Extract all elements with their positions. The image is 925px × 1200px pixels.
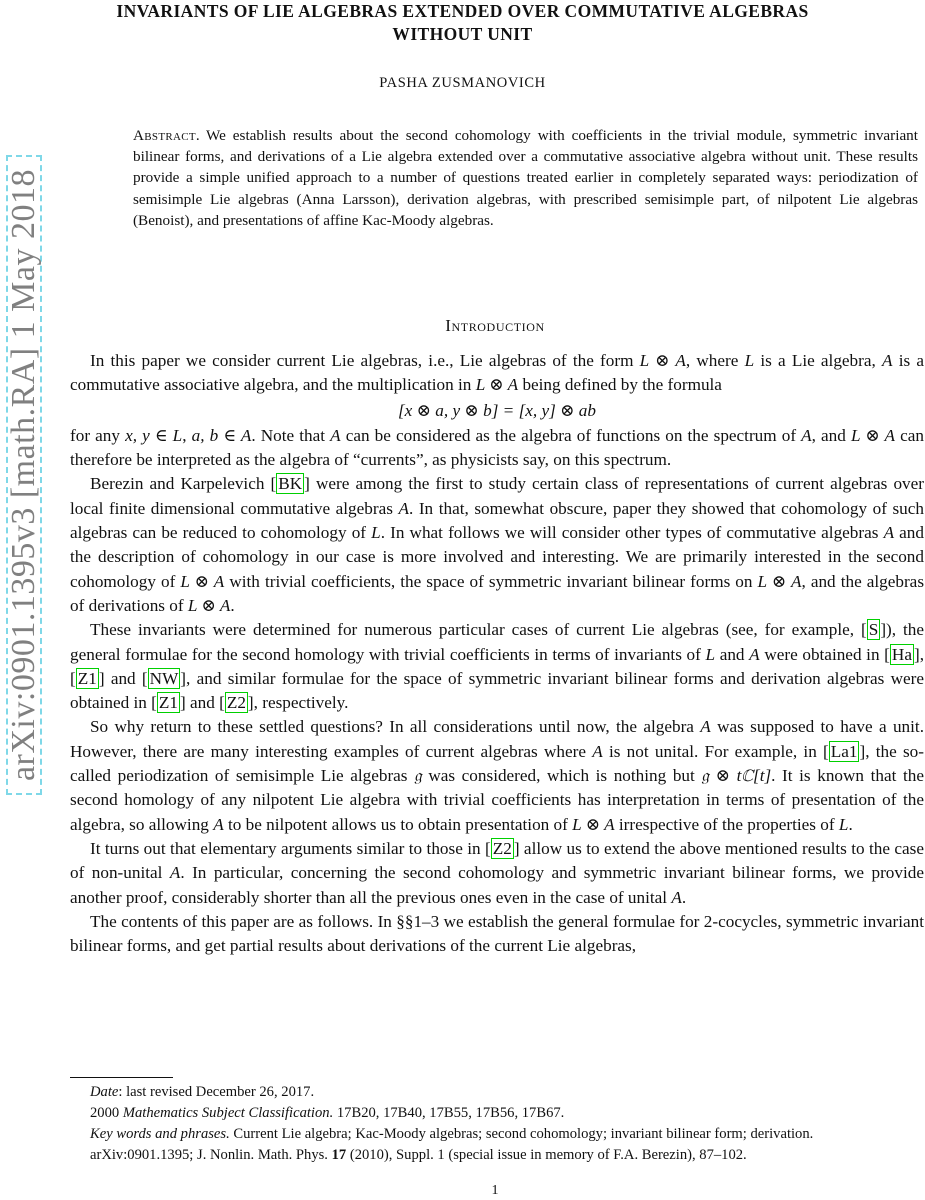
title-line-1: INVARIANTS OF LIE ALGEBRAS EXTENDED OVER COMMUTATIVE ALGEBRAS [116, 1, 809, 21]
citation-link[interactable]: NW [149, 668, 179, 688]
introduction-body [70, 349, 924, 958]
footnote-divider [70, 1077, 173, 1078]
page-number: 1 [491, 1183, 499, 1198]
paragraph-2: Berezin and Karpelevich [ BK ] were among the first to study certain class of representations of current algebras over local finite dimensional commutative algebras A. In that, somewhat obscure, paper they showed that cohomology of such algebras can be reduced to cohomology of L. In what follows we will consider other types of commutative algebras A and the description of cohomology in our case is more involved and interesting. We are primarily interested in the second cohomology of L ⊗ A with trivial coefficients, the space of symmetric invariant bilinear forms on L ⊗ A, and the algebras of derivations of L ⊗ A. [70, 474, 925, 615]
paragraph-1-cont: for any x, y ∈ L, a, b ∈ A. Note that A can be considered as the algebra of functions on the spectrum of A, and L ⊗ A can therefore be interpreted as the algebra of “currents”, as physicists say, on this spectrum. [70, 425, 924, 470]
footnote-keywords: Key words and phrases. Current Lie algebra; Kac-Moody algebras; second cohomology; invariant bilinear form; derivation. [90, 1126, 814, 1142]
citation-link[interactable]: Z1 [158, 693, 178, 713]
section-heading-introduction: Introduction [445, 316, 545, 335]
citation-link[interactable]: Z2 [492, 838, 512, 858]
citation-link[interactable]: BK [278, 474, 303, 494]
paragraph-1: In this paper we consider current Lie algebras, i.e., Lie algebras of the form L ⊗ A, where L is a Lie algebra, A is a commutative associative algebra, and the multiplication in L ⊗ A being defined by the formula [70, 351, 924, 395]
paragraph-4: So why return to these settled questions? In all considerations until now, the algebra A was supposed to have a unit. However, there are many interesting examples of current algebras where A is not unital. For example, in [ La1 ], the so-called periodization of semisimple Lie algebras 𝔤 was considered, which is nothing but 𝔤 ⊗ tℂ[t]. It is known that the second homology of any nilpotent Lie algebra with trivial coefficients has interpretation in terms of presentation of the algebra, so allowing A to be nilpotent allows us to obtain presentation of L ⊗ A irrespective of the properties of L. [70, 717, 924, 834]
paper-title [0, 0, 925, 46]
abstract-text: We establish results about the second cohomology with coefficients in the trivial module, symmetric invariant bilinear forms, and derivations of a Lie algebra extended over a commutative associative algebra without unit. These results provide a simple unified approach to a number of questions treated earlier in completely separated ways: periodization of semisimple Lie algebras (Anna Larsson), derivation algebras, with prescribed semisimple part, of nilpotent Lie algebras (Benoist), and presentations of affine Kac-Moody algebras. [133, 127, 918, 229]
citation-link[interactable]: Z2 [226, 693, 246, 713]
footnotes [70, 1082, 924, 1166]
paragraph-5: It turns out that elementary arguments similar to those in [ Z2 ] allow us to extend the above mentioned results to the case of non-unital A. In particular, concerning the second cohomology and symmetric invariant bilinear forms, we provide another proof, considerably shorter than all the previous ones even in the case of unital A. [70, 838, 924, 907]
citation-link[interactable]: S [868, 620, 879, 640]
footnote-msc: 2000 Mathematics Subject Classification. 17B20, 17B40, 17B55, 17B56, 17B67. [90, 1105, 565, 1121]
paragraph-3: These invariants were determined for numerous particular cases of current Lie algebras (see, for example, [ S ]), the general formulae for the second homology with trivial coefficients in terms of invariants of L and A were obtained in [ Ha ], [ Z1 ] and [ NW ], and similar formulae for the space of symmetric invariant bilinear forms and derivation algebras were obtained in [ Z1 ] and [ Z2 ], respectively. [70, 620, 924, 713]
arxiv-identifier-stamp: arXiv:0901.1395v3 [math.RA] 1 May 2018 [6, 155, 42, 795]
footnote-reference: arXiv:0901.1395; J. Nonlin. Math. Phys. 17 (2010), Suppl. 1 (special issue in memory of F.A. Berezin), 87–102. [90, 1147, 747, 1163]
author-name: PASHA ZUSMANOVICH [379, 75, 546, 91]
title-line-2: WITHOUT UNIT [392, 24, 533, 44]
abstract-label: Abstract. [133, 127, 200, 144]
citation-link[interactable]: La1 [830, 741, 858, 761]
citation-link[interactable]: Z1 [77, 668, 97, 688]
paragraph-6: The contents of this paper are as follows. In §§1–3 we establish the general formulae for 2-cocycles, symmetric invariant bilinear forms, and get partial results about derivations of the current Lie algebras, [70, 911, 924, 956]
citation-link[interactable]: Ha [891, 644, 912, 664]
bracket-formula: [x ⊗ a, y ⊗ b] = [x, y] ⊗ ab [397, 400, 596, 420]
abstract [133, 125, 918, 231]
footnote-date: Date: last revised December 26, 2017. [90, 1084, 315, 1100]
